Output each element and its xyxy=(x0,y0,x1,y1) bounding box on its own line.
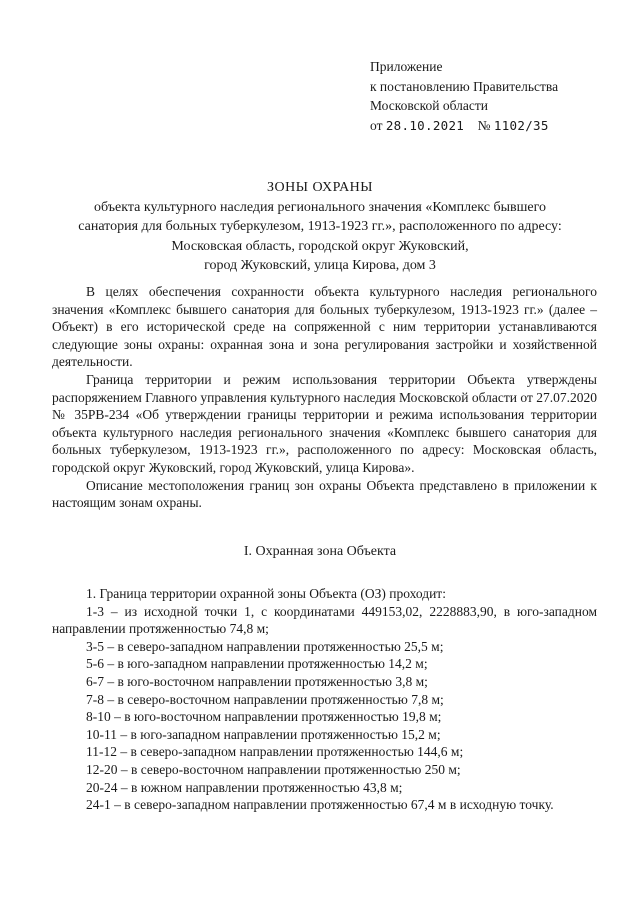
section-title: I. Охранная зона Объекта xyxy=(243,544,397,559)
boundary-item: 3-5 – в северо-западном направлении протяженностью 25,5 м; xyxy=(86,638,444,654)
paragraph-territory: Граница территории и режим использования территории Объекта утверждены распоряжением Главного управления культурного наследия Московской области от 27.07.2020 № 35РВ-234 «Об утверждении границы территории и режима использования территории объекта культурного наследия регионального значения «Комплекс бывшего санатория для больных туберкулезом, 1913-1923 гг.», расположенного по адресу: Московская область, городской округ Жуковский, город Жуковский, улица Кирова». xyxy=(52,371,597,475)
boundary-item: 10-11 – в юго-западном направлении протяженностью 15,2 м; xyxy=(86,726,441,742)
boundary-item: 1-3 – из исходной точки 1, с координатами 449153,02, 2228883,90, в юго-западном направлении протяженностью 74,8 м; xyxy=(52,603,597,637)
title-line-3: Московская область, городской округ Жуковский, xyxy=(171,238,469,254)
handwritten-number: 1102/35 xyxy=(493,117,549,133)
paragraph-description: Описание местоположения границ зон охраны Объекта представлено в приложении к настоящим зонам охраны. xyxy=(52,477,597,511)
boundary-intro: 1. Граница территории охранной зоны Объекта (ОЗ) проходит: xyxy=(86,586,446,601)
date-prefix: от xyxy=(370,117,383,133)
boundary-item: 5-6 – в юго-западном направлении протяженностью 14,2 м; xyxy=(86,656,428,672)
boundary-item: 12-20 – в северо-восточном направлении протяженностью 250 м; xyxy=(86,761,461,777)
paragraph-purpose: В целях обеспечения сохранности объекта культурного наследия регионального значения «Комплекс бывшего санатория для больных туберкулезом, 1913-1923 гг.» (далее – Объект) в его исторической среде на сопряженной с ним территории устанавливаются следующие зоны охраны: охранная зона и зона регулирования застройки и хозяйственной деятельности. xyxy=(52,284,597,370)
boundary-list xyxy=(52,585,597,814)
annex-line-3: Московской области xyxy=(370,98,489,114)
annex-line-2: к постановлению Правительства xyxy=(370,78,559,94)
title-line-1: объекта культурного наследия регионального значения «Комплекс бывшего xyxy=(94,199,546,215)
title-heading: ЗОНЫ ОХРАНЫ xyxy=(267,180,373,195)
document-title xyxy=(40,178,600,276)
boundary-item: 20-24 – в южном направлении протяженностью 43,8 м; xyxy=(86,779,403,795)
annex-line-1: Приложение xyxy=(370,59,443,74)
boundary-item: 6-7 – в юго-восточном направлении протяженностью 3,8 м; xyxy=(86,673,428,689)
boundary-item: 8-10 – в юго-восточном направлении протяженностью 19,8 м; xyxy=(86,709,442,725)
number-prefix: № xyxy=(477,117,491,133)
title-line-4: город Жуковский, улица Кирова, дом 3 xyxy=(204,258,436,274)
boundary-item: 7-8 – в северо-восточном направлении протяженностью 7,8 м; xyxy=(86,691,444,707)
handwritten-date: 28.10.2021 xyxy=(385,117,465,133)
annex-header xyxy=(370,57,558,135)
annex-date-line xyxy=(370,116,558,136)
intro-text xyxy=(52,283,597,512)
title-line-2: санатория для больных туберкулезом, 1913-1923 гг.», расположенного по адресу: xyxy=(78,219,562,235)
boundary-item: 24-1 – в северо-западном направлении протяженностью 67,4 м в исходную точку. xyxy=(86,797,554,813)
boundary-item: 11-12 – в северо-западном направлении протяженностью 144,6 м; xyxy=(86,744,464,760)
